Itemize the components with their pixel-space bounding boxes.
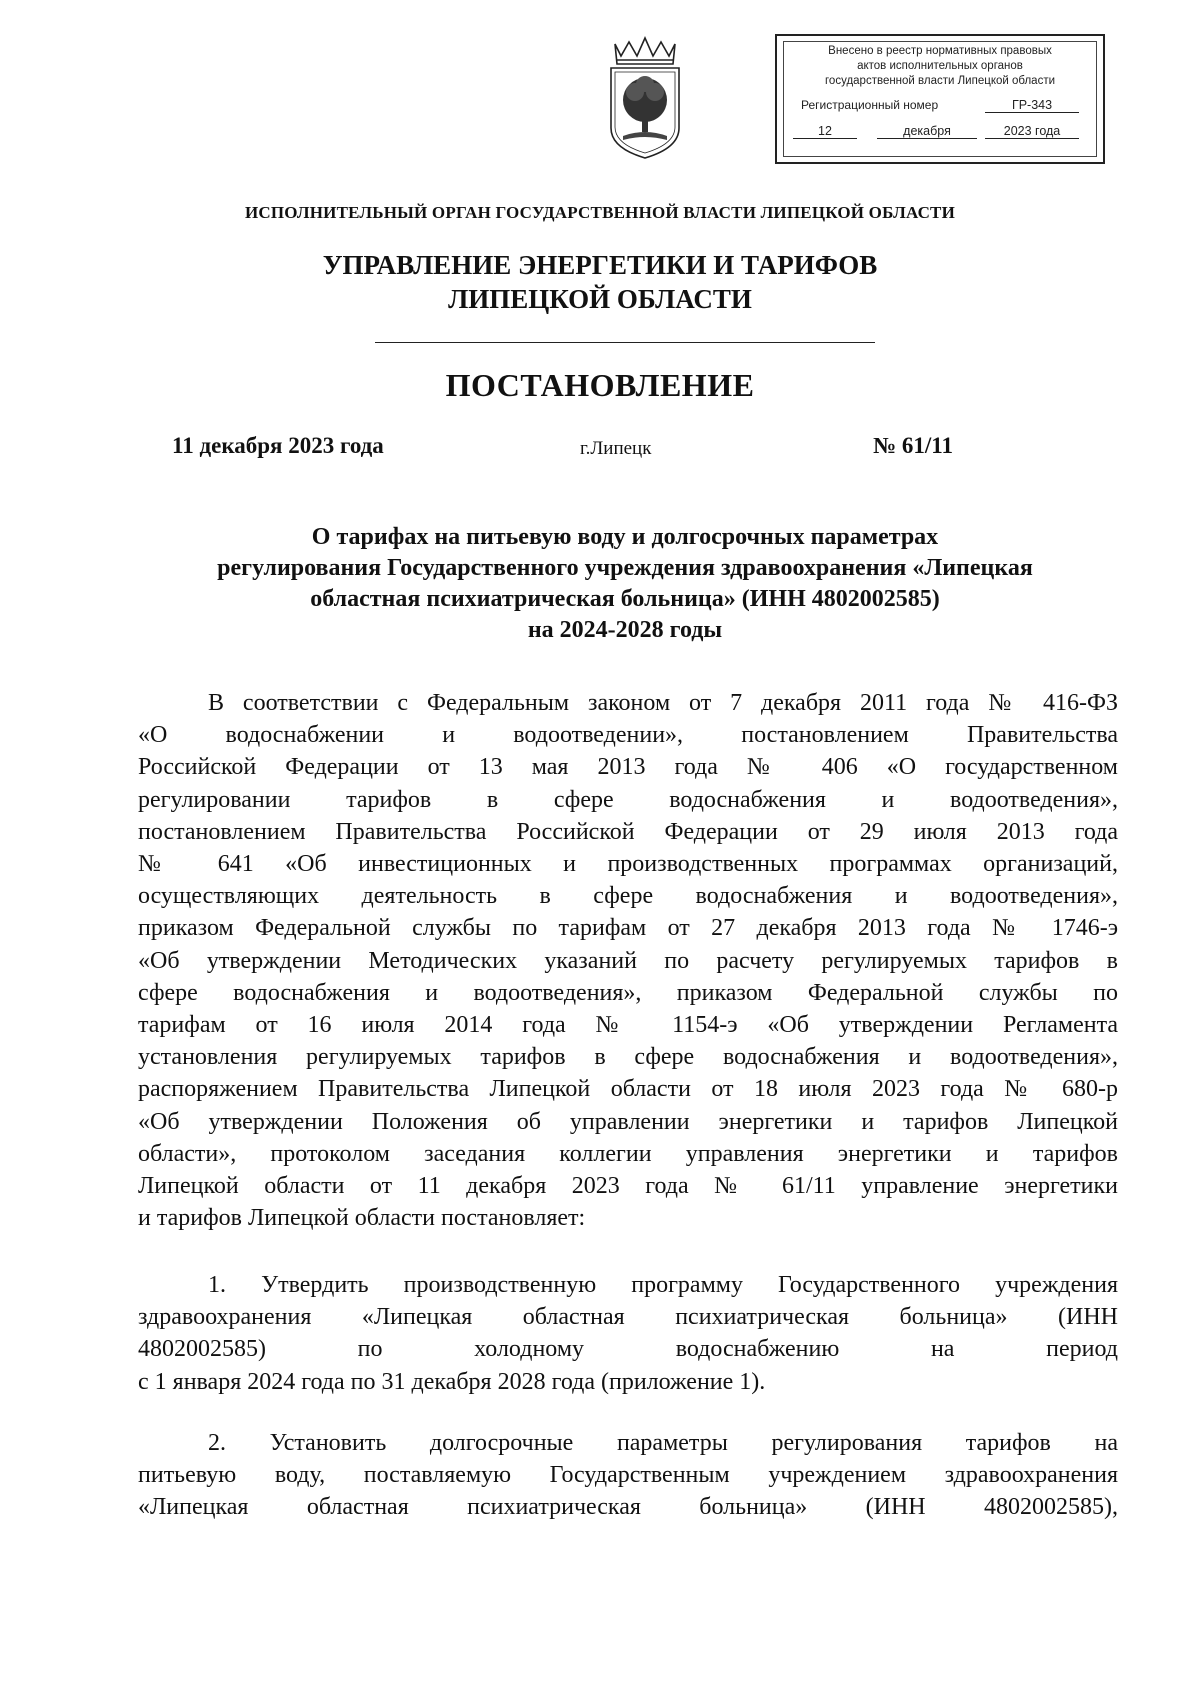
document-title bbox=[130, 522, 1120, 646]
preamble-line: № 641 «Об инвестиционных и производственных программах организаций, bbox=[138, 851, 1118, 878]
clause-1-line: 1. Утвердить производственную программу Государственного учреждения bbox=[208, 1272, 1118, 1298]
preamble-line: «Об утверждении Положения об управлении энергетики и тарифов Липецкой bbox=[138, 1108, 1118, 1135]
preamble-line: установления регулируемых тарифов в сфере водоснабжения и водоотведения», bbox=[138, 1044, 1118, 1071]
stamp-year: 2023 года bbox=[985, 124, 1079, 139]
document-number: № 61/11 bbox=[873, 433, 953, 458]
header-divider bbox=[375, 342, 875, 343]
clause-2-line: 2. Установить долгосрочные параметры регулирования тарифов на bbox=[208, 1430, 1118, 1456]
department-name bbox=[0, 248, 1200, 316]
issuing-organization: ИСПОЛНИТЕЛЬНЫЙ ОРГАН ГОСУДАРСТВЕННОЙ ВЛАСТИ ЛИПЕЦКОЙ ОБЛАСТИ bbox=[244, 203, 956, 222]
stamp-line-3: государственной власти Липецкой области bbox=[824, 75, 1056, 87]
stamp-reg-label: Регистрационный номер bbox=[801, 98, 939, 112]
clause-1-paragraph bbox=[138, 1269, 1118, 1398]
preamble-line: и тарифов Липецкой области постановляет: bbox=[138, 1205, 586, 1232]
stamp-line-2: актов исполнительных органов bbox=[857, 60, 1023, 72]
preamble-line: «О водоснабжении и водоотведении», постановлением Правительства bbox=[138, 722, 1118, 749]
document-date: 11 декабря 2023 года bbox=[172, 433, 384, 458]
clause-1-line: 4802002585) по холодному водоснабжению на период bbox=[138, 1336, 1118, 1363]
title-line-4: на 2024-2028 годы bbox=[527, 617, 723, 643]
clause-1-line: с 1 января 2024 года по 31 декабря 2028 года (приложение 1). bbox=[138, 1368, 766, 1395]
stamp-line-1: Внесено в реестр нормативных правовых bbox=[828, 45, 1052, 57]
preamble-line: постановлением Правительства Российской Федерации от 29 июля 2013 года bbox=[138, 818, 1118, 845]
preamble-line: приказом Федеральной службы по тарифам от 27 декабря 2013 года № 1746-э bbox=[138, 915, 1118, 942]
clause-1-line: здравоохранения «Липецкая областная психиатрическая больница» (ИНН bbox=[138, 1304, 1118, 1331]
stamp-month: декабря bbox=[877, 124, 977, 139]
preamble-paragraph bbox=[138, 687, 1118, 1234]
title-line-3: областная психиатрическая больница» (ИНН 4802002585) bbox=[310, 586, 940, 612]
registry-stamp bbox=[775, 34, 1105, 164]
document-type: ПОСТАНОВЛЕНИЕ bbox=[445, 367, 755, 403]
title-line-2: регулирования Государственного учреждения здравоохранения «Липецкая bbox=[217, 555, 1033, 581]
coat-of-arms-icon bbox=[605, 36, 685, 162]
preamble-line: тарифам от 16 июля 2014 года № 1154-э «Об утверждении Регламента bbox=[138, 1012, 1118, 1039]
preamble-line: Липецкой области от 11 декабря 2023 года № 61/11 управление энергетики bbox=[138, 1173, 1118, 1200]
document-city: г.Липецк bbox=[580, 438, 652, 459]
preamble-line: распоряжением Правительства Липецкой области от 18 июля 2023 года № 680-р bbox=[138, 1076, 1118, 1103]
preamble-line: осуществляющих деятельность в сфере водоснабжения и водоотведения», bbox=[138, 883, 1118, 910]
preamble-line: сфере водоснабжения и водоотведения», приказом Федеральной службы по bbox=[138, 979, 1118, 1006]
department-name-line-2: ЛИПЕЦКОЙ ОБЛАСТИ bbox=[448, 284, 752, 314]
clause-2-paragraph bbox=[138, 1427, 1118, 1524]
preamble-line: В соответствии с Федеральным законом от 7 декабря 2011 года № 416-ФЗ bbox=[208, 690, 1118, 716]
stamp-reg-number: ГР-343 bbox=[985, 98, 1079, 113]
stamp-day: 12 bbox=[793, 124, 857, 139]
preamble-line: «Об утверждении Методических указаний по расчету регулируемых тарифов в bbox=[138, 947, 1118, 974]
preamble-line: регулировании тарифов в сфере водоснабжения и водоотведения», bbox=[138, 786, 1118, 813]
title-line-1: О тарифах на питьевую воду и долгосрочных параметрах bbox=[311, 524, 939, 550]
clause-2-line: питьевую воду, поставляемую Государственным учреждением здравоохранения bbox=[138, 1462, 1118, 1489]
preamble-line: Российской Федерации от 13 мая 2013 года № 406 «О государственном bbox=[138, 754, 1118, 781]
department-name-line-1: УПРАВЛЕНИЕ ЭНЕРГЕТИКИ И ТАРИФОВ bbox=[322, 250, 878, 280]
preamble-line: области», протоколом заседания коллегии управления энергетики и тарифов bbox=[138, 1140, 1118, 1167]
clause-2-line: «Липецкая областная психиатрическая больница» (ИНН 4802002585), bbox=[138, 1494, 1118, 1521]
